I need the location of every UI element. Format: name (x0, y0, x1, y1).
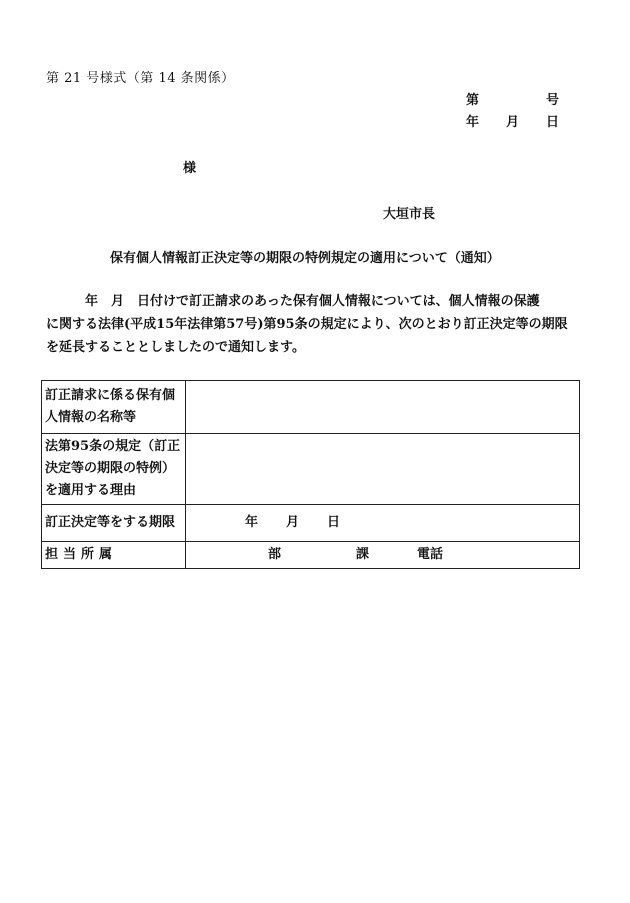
table-row (42, 542, 580, 569)
body-line: 年 月 日付けで訂正請求のあった保有個人情報については、個人情報の保護 (46, 294, 540, 309)
document-title: 保有個人情報訂正決定等の期限の特例規定の適用について（通知） (110, 251, 500, 266)
department-field[interactable] (186, 542, 580, 569)
deadline-label: 訂正決定等をする期限 (42, 505, 186, 542)
info-table (41, 380, 580, 569)
deadline-month: 月 (286, 515, 300, 530)
table-row (42, 434, 580, 505)
body-line: に関する法律(平成15年法律第57号)第95条の規定により、次のとおり訂正決定等の期限 (46, 317, 568, 332)
phone-label: 電話 (417, 547, 444, 562)
doc-number-prefix: 第 (466, 93, 480, 108)
department-label-text: 担当所属 (45, 547, 118, 562)
deadline-year: 年 (245, 515, 259, 530)
form-number: 第 21 号様式（第 14 条関係） (46, 71, 235, 86)
deadline-day: 日 (327, 515, 341, 530)
date-month: 月 (506, 115, 520, 130)
department-label (42, 542, 186, 569)
deadline-field[interactable] (186, 505, 580, 542)
addressee: 様 (183, 161, 197, 176)
date-day: 日 (546, 115, 560, 130)
sender: 大垣市長 (383, 207, 436, 222)
department-unit: 部 (268, 547, 282, 562)
date-year: 年 (466, 115, 480, 130)
doc-number-suffix: 号 (546, 93, 560, 108)
reason-label: 法第95条の規定（訂正 決定等の期限の特例） を適用する理由 (42, 434, 186, 505)
reason-field[interactable] (186, 434, 580, 505)
record-name-label: 訂正請求に係る保有個 人情報の名称等 (42, 381, 186, 434)
table-row (42, 505, 580, 542)
body-line: を延長することとしましたので通知します。 (46, 340, 305, 355)
table-row (42, 381, 580, 434)
record-name-field[interactable] (186, 381, 580, 434)
section-unit: 課 (356, 547, 370, 562)
body-text (46, 290, 586, 359)
